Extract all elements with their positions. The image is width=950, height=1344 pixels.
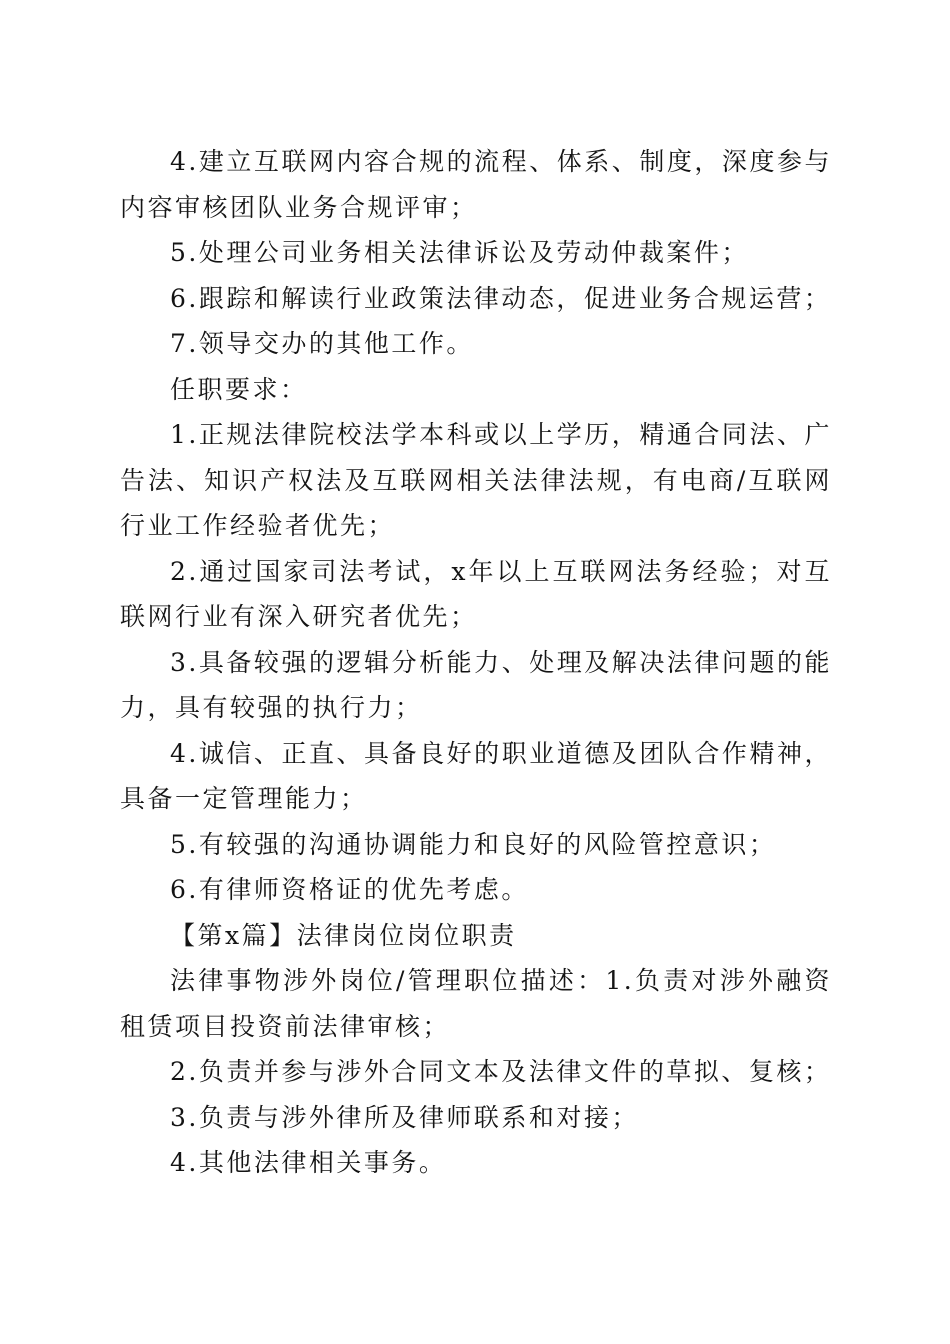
paragraph-requirement-6: 6.有律师资格证的优先考虑。 [170, 875, 529, 904]
paragraph-requirement-2: 2.通过国家司法考试，x年以上互联网法务经验；对互联网行业有深入研究者优先； [120, 556, 832, 631]
paragraph-foreign-duty-1: 法律事物涉外岗位/管理职位描述：1.负责对涉外融资租赁项目投资前法律审核； [120, 966, 832, 1041]
paragraph-duty-7: 7.领导交办的其他工作。 [170, 329, 474, 358]
paragraph-foreign-duty-3: 3.负责与涉外律所及律师联系和对接； [170, 1102, 639, 1132]
section-heading-requirements: 任职要求： [170, 374, 308, 404]
paragraph-requirement-4: 4.诚信、正直、具备良好的职业道德及团队合作精神，具备一定管理能力； [120, 738, 832, 813]
paragraph-duty-6: 6.跟踪和解读行业政策法律动态，促进业务合规运营； [170, 283, 832, 313]
paragraph-duty-5: 5.处理公司业务相关法律诉讼及劳动仲裁案件； [170, 238, 749, 267]
paragraph-requirement-5: 5.有较强的沟通协调能力和良好的风险管控意识； [170, 829, 777, 859]
paragraph-foreign-duty-4: 4.其他法律相关事务。 [170, 1148, 447, 1177]
paragraph-requirement-3: 3.具备较强的逻辑分析能力、处理及解决法律问题的能力，具有较强的执行力； [120, 647, 832, 722]
section-heading-chapter: 【第x篇】法律岗位岗位职责 [170, 920, 517, 950]
paragraph-requirement-1: 1.正规法律院校法学本科或以上学历，精通合同法、广告法、知识产权法及互联网相关法律法规，有电商/互联网行业工作经验者优先； [120, 420, 832, 540]
document-body [120, 139, 832, 1186]
paragraph-foreign-duty-2: 2.负责并参与涉外合同文本及法律文件的草拟、复核； [170, 1057, 832, 1086]
paragraph-duty-4: 4.建立互联网内容合规的流程、体系、制度，深度参与内容审核团队业务合规评审； [120, 147, 832, 222]
